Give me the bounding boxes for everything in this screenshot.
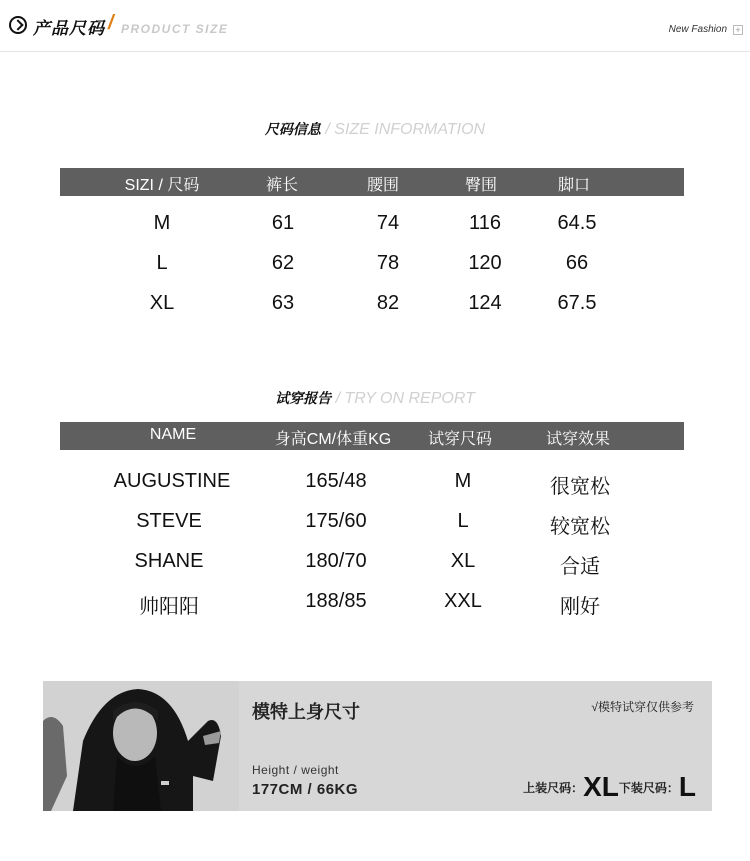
- header-subtitle: PRODUCT SIZE: [121, 22, 229, 36]
- height-weight-label: Height / weight: [252, 763, 339, 777]
- height-weight-cell: 188/85: [305, 590, 367, 612]
- waist-cell: 82: [376, 292, 400, 314]
- effect-cell: 刚好: [560, 596, 600, 618]
- bottom-size-label: 下装尺码：: [618, 781, 679, 795]
- name-cell: STEVE: [136, 510, 202, 532]
- table-row: [0, 550, 750, 580]
- table-row: [0, 510, 750, 540]
- page-header: [0, 0, 750, 52]
- length-cell: 61: [271, 212, 295, 234]
- effect-cell: 较宽松: [550, 516, 610, 538]
- top-size-value: XL: [583, 771, 619, 802]
- height-weight-cell: 180/70: [305, 550, 367, 572]
- size-cell: XL: [149, 292, 175, 314]
- hem-cell: 67.5: [557, 292, 597, 314]
- hem-cell: 64.5: [557, 212, 597, 234]
- table-row: [0, 292, 750, 322]
- hip-cell: 120: [468, 252, 502, 274]
- height-weight-cell: 175/60: [305, 510, 367, 532]
- tried-size-cell: XL: [450, 550, 476, 572]
- size-col-hem: 脚口: [557, 177, 591, 194]
- header-title: 产品尺码: [33, 19, 105, 39]
- report-title-cn: 试穿报告: [275, 391, 332, 407]
- size-cell: L: [156, 252, 168, 274]
- waist-cell: 74: [376, 212, 400, 234]
- model-note: √模特试穿仅供参考: [591, 700, 694, 714]
- model-banner: [43, 681, 712, 811]
- report-table-header: [60, 422, 684, 450]
- model-title: 模特上身尺寸: [252, 702, 360, 722]
- report-section-title: [0, 388, 750, 408]
- table-row: [0, 212, 750, 242]
- height-weight-value: 177CM / 66KG: [252, 781, 359, 798]
- bottom-size-value: L: [678, 771, 696, 802]
- tried-size-cell: M: [454, 470, 472, 492]
- size-col-length: 裤长: [265, 177, 299, 194]
- size-col-hip: 臀围: [464, 177, 498, 194]
- waist-cell: 78: [376, 252, 400, 274]
- report-col-size: 试穿尺码: [427, 431, 493, 448]
- report-col-height-weight: 身高CM/体重KG: [274, 431, 392, 448]
- size-col-size: SIZI / 尺码: [124, 177, 200, 194]
- effect-cell: 合适: [560, 556, 600, 578]
- name-cell: AUGUSTINE: [113, 470, 231, 492]
- length-cell: 62: [271, 252, 295, 274]
- model-sizes: [523, 771, 696, 803]
- plus-icon[interactable]: +: [733, 25, 743, 35]
- size-col-waist: 腰围: [366, 177, 400, 194]
- effect-cell: 很宽松: [550, 476, 610, 498]
- size-title-cn: 尺码信息: [264, 122, 321, 138]
- top-size-label: 上装尺码：: [523, 781, 584, 795]
- tried-size-cell: L: [457, 510, 469, 532]
- model-photo-illustration: [43, 681, 239, 811]
- circle-arrow-icon: [9, 16, 27, 34]
- header-right-text: New Fashion: [668, 24, 727, 35]
- report-title-en: / TRY ON REPORT: [335, 390, 475, 407]
- table-row: [0, 470, 750, 500]
- hem-cell: 66: [565, 252, 589, 274]
- length-cell: 63: [271, 292, 295, 314]
- tried-size-cell: XXL: [444, 590, 482, 612]
- size-cell: M: [153, 212, 171, 234]
- name-cell: 帅阳阳: [139, 596, 199, 618]
- height-weight-cell: 165/48: [305, 470, 367, 492]
- hip-cell: 124: [468, 292, 502, 314]
- size-title-en: / SIZE INFORMATION: [325, 121, 486, 138]
- table-row: [0, 590, 750, 620]
- name-cell: SHANE: [134, 550, 204, 572]
- hip-cell: 116: [469, 212, 501, 234]
- size-section-title: [0, 119, 750, 139]
- header-slash: /: [108, 12, 114, 34]
- header-divider: [0, 51, 750, 52]
- model-photo: [43, 681, 239, 811]
- table-row: [0, 252, 750, 282]
- report-col-effect: 试穿效果: [545, 431, 611, 448]
- size-table-header: [60, 168, 684, 196]
- report-col-name: NAME: [149, 426, 197, 443]
